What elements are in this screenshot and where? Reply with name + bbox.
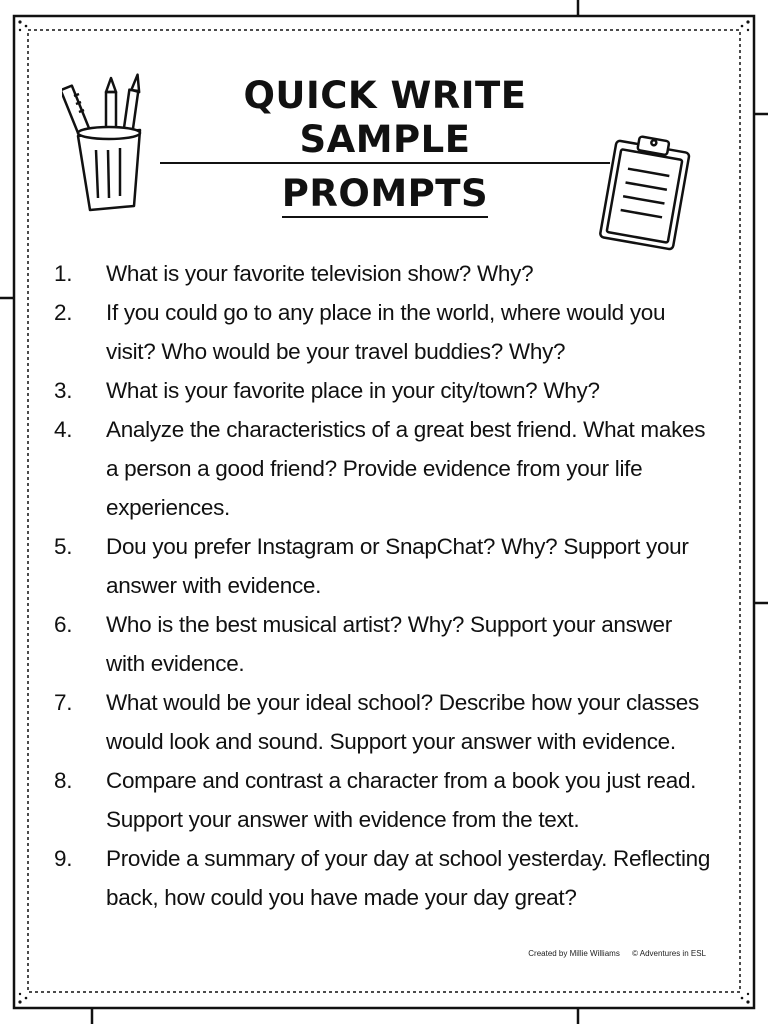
prompt-text: Analyze the characteristics of a great best friend. What makes a person a good friend? Provide evidence from your life experiences. — [106, 417, 706, 520]
prompt-text: Compare and contrast a character from a book you just read. Support your answer with evidence from the text. — [106, 768, 697, 832]
creator-credit: Created by Millie Williams — [528, 949, 620, 958]
prompt-number: 9. — [54, 846, 73, 871]
prompt-number: 7. — [54, 690, 73, 715]
prompt-text: Who is the best musical artist? Why? Support your answer with evidence. — [106, 612, 672, 676]
prompt-item — [54, 254, 714, 293]
prompt-item — [54, 371, 714, 410]
prompt-item — [54, 410, 714, 527]
prompt-text: Dou you prefer Instagram or SnapChat? Why? Support your answer with evidence. — [106, 534, 689, 598]
prompt-item — [54, 839, 714, 917]
prompt-text: What is your favorite place in your city/town? Why? — [106, 378, 600, 403]
prompt-number: 4. — [54, 417, 73, 442]
prompt-number: 1. — [54, 261, 73, 286]
prompt-item — [54, 527, 714, 605]
prompt-text: Provide a summary of your day at school yesterday. Reflecting back, how could you have made your day great? — [106, 846, 711, 910]
title-line-2: PROMPTS — [282, 172, 488, 218]
prompt-number: 8. — [54, 768, 73, 793]
title-line-1: QUICK WRITE SAMPLE — [160, 74, 610, 164]
prompt-text: If you could go to any place in the world, where would you visit? Who would be your travel buddies? Why? — [106, 300, 666, 364]
clipboard-icon — [590, 132, 700, 254]
prompt-text: What would be your ideal school? Describe how your classes would look and sound. Support your answer with evidence. — [106, 690, 699, 754]
prompt-item — [54, 605, 714, 683]
copyright-notice: © Adventures in ESL — [632, 949, 706, 958]
prompt-number: 5. — [54, 534, 73, 559]
pencil-cup-icon — [62, 70, 152, 218]
prompt-list — [54, 254, 714, 917]
footer-credit — [528, 949, 706, 958]
prompt-item — [54, 683, 714, 761]
prompt-item — [54, 761, 714, 839]
page-title — [160, 74, 610, 221]
prompt-item — [54, 293, 714, 371]
prompt-number: 6. — [54, 612, 73, 637]
prompt-number: 2. — [54, 300, 73, 325]
prompt-number: 3. — [54, 378, 73, 403]
prompt-text: What is your favorite television show? Why? — [106, 261, 534, 286]
